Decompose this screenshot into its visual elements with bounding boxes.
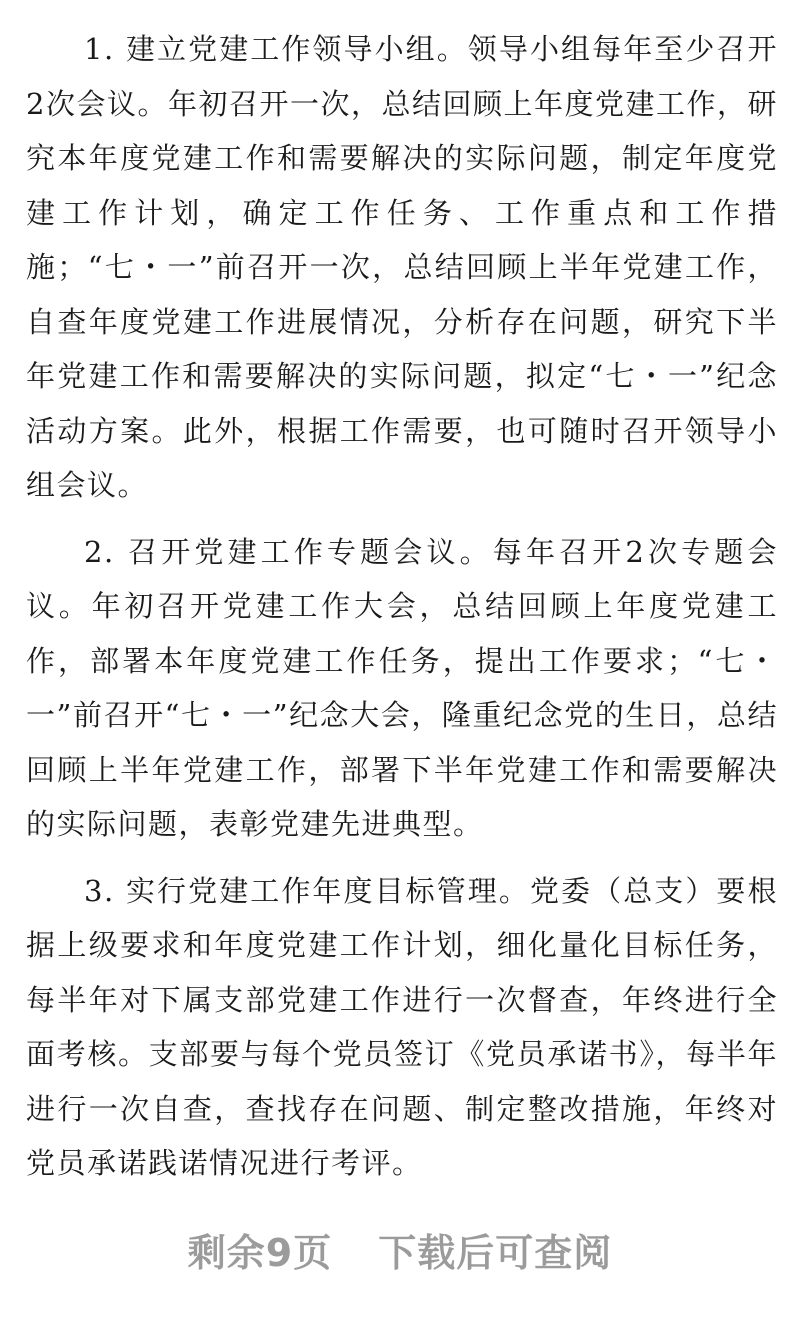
remaining-pages-text: 剩余9页 [187,1231,333,1275]
paragraph-1: 1. 建立党建工作领导小组。领导小组每年至少召开2次会议。年初召开一次，总结回顾上年度党建工作，研究本年度党建工作和需要解决的实际问题，制定年度党建工作计划，确定工作任务、工作重点和工作措施；“七・一”前召开一次，总结回顾上半年党建工作，自查年度党建工作进展情况，分析存在问题，研究下半年党建工作和需要解决的实际问题，拟定“七・一”纪念活动方案。此外，根据工作需要，也可随时召开领导小组会议。 [26,32,778,502]
download-to-view-text[interactable]: 下载后可查阅 [378,1231,613,1275]
paragraph-3: 3. 实行党建工作年度目标管理。党委（总支）要根据上级要求和年度党建工作计划，细化量化目标任务，每半年对下属支部党建工作进行一次督查，年终进行全面考核。支部要与每个党员签订《党员承诺书》，每半年进行一次自查，查找存在问题、制定整改措施，年终对党员承诺践诺情况进行考评。 [26,873,778,1180]
download-prompt[interactable] [0,1222,800,1277]
document-body [26,22,778,1203]
paragraph-2: 2. 召开党建工作专题会议。每年召开2次专题会议。年初召开党建工作大会，总结回顾上年度党建工作，部署本年度党建工作任务，提出工作要求；“七・一”前召开“七・一”纪念大会，隆重纪念党的生日，总结回顾上半年党建工作，部署下半年党建工作和需要解决的实际问题，表彰党建先进典型。 [26,534,778,841]
